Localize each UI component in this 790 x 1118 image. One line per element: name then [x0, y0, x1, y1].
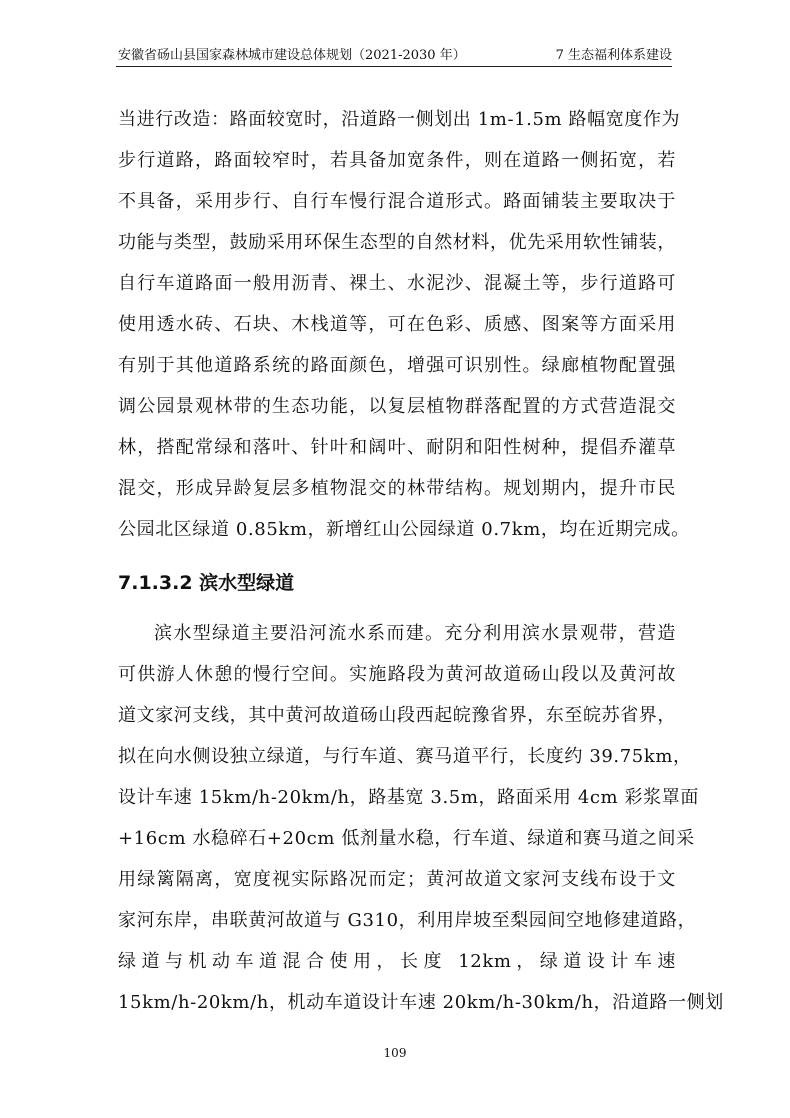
text-line: 功能与类型，鼓励采用环保生态型的自然材料，优先采用软性铺装，: [118, 232, 676, 253]
text-line: 滨水型绿道主要沿河流水系而建。充分利用滨水景观带，营造: [154, 623, 676, 644]
text-line: 绿道与机动车道混合使用，长度 12km，绿道设计车速: [118, 951, 676, 972]
text-line: 林，搭配常绿和落叶、针叶和阔叶、耐阴和阳性树种，提倡乔灌草: [118, 437, 676, 458]
text-line: 可供游人休憩的慢行空间。实施路段为黄河故道砀山段以及黄河故: [118, 664, 676, 685]
text-line: 家河东岸，串联黄河故道与 G310，利用岸坡至梨园间空地修建道路，: [118, 910, 697, 931]
text-line: 用绿篱隔离，宽度视实际路况而定；黄河故道文家河支线布设于文: [118, 869, 676, 890]
text-line: 当进行改造：路面较宽时，沿道路一侧划出 1m-1.5m 路幅宽度作为: [118, 109, 681, 130]
text-line: +16cm 水稳碎石+20cm 低剂量水稳，行车道、绿道和赛马道之间采: [118, 828, 695, 849]
text-line: 混交，形成异龄复层多植物混交的林带结构。规划期内，提升市民: [118, 478, 676, 499]
text-line: 15km/h-20km/h，机动车道设计车速 20km/h-30km/h，沿道路一侧划: [118, 992, 724, 1013]
section-heading: 7.1.3.2 滨水型绿道: [118, 572, 295, 594]
header-document-title: 安徽省砀山县国家森林城市建设总体规划（2021-2030 年）: [118, 48, 466, 63]
page-header: [116, 42, 672, 67]
text-line: 道文家河支线，其中黄河故道砀山段西起皖豫省界，东至皖苏省界，: [118, 705, 676, 726]
text-line: 自行车道路面一般用沥青、裸土、水泥沙、混凝土等，步行道路可: [118, 273, 676, 294]
text-line: 不具备，采用步行、自行车慢行混合道形式。路面铺装主要取决于: [118, 191, 676, 212]
text-line: 拟在向水侧设独立绿道，与行车道、赛马道平行，长度约 39.75km，: [118, 746, 692, 767]
text-line: 设计车速 15km/h-20km/h，路基宽 3.5m，路面采用 4cm 彩浆罩面: [118, 787, 699, 808]
text-line: 使用透水砖、石块、木栈道等，可在色彩、质感、图案等方面采用: [118, 314, 676, 335]
text-line: 调公园景观林带的生态功能，以复层植物群落配置的方式营造混交: [118, 396, 676, 417]
text-line: 公园北区绿道 0.85km，新增红山公园绿道 0.7km，均在近期完成。: [118, 519, 690, 540]
text-line: 步行道路，路面较窄时，若具备加宽条件，则在道路一侧拓宽，若: [118, 150, 676, 171]
page-number: 109: [383, 1046, 407, 1060]
text-line: 有别于其他道路系统的路面颜色，增强可识别性。绿廊植物配置强: [118, 355, 676, 376]
header-chapter-title: 7 生态福利体系建设: [555, 48, 672, 63]
